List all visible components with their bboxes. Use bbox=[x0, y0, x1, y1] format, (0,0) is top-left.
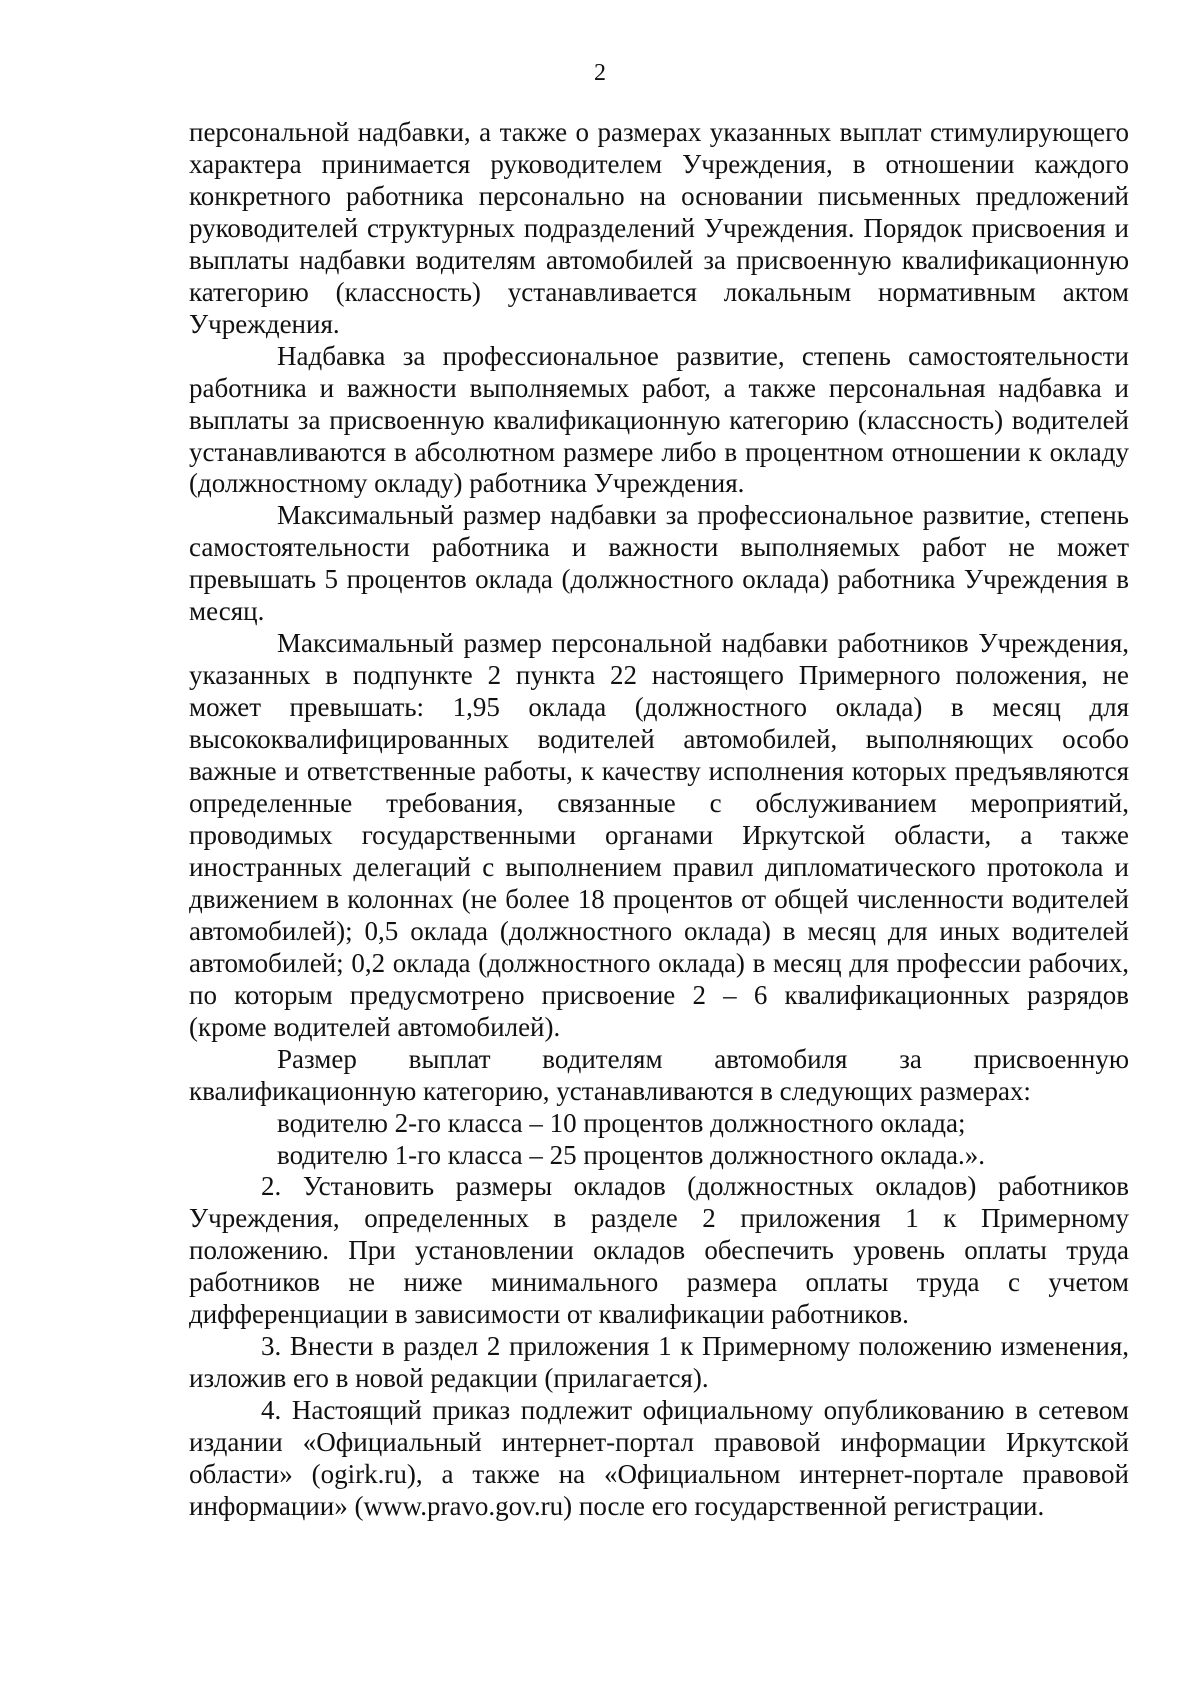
paragraph-bonus-amounts: Надбавка за профессиональное развитие, степень самостоятельности работника и важности выполняемых работ, а также персональная надбавка и выплаты за присвоенную квалификационную категорию (классность) водителей устанавливаются в абсолютном размере либо в процентном отношении к окладу (должностному окладу) работника Учреждения. bbox=[189, 340, 1129, 499]
paragraph-driver-class-payments: Размер выплат водителям автомобиля за присвоенную квалификационную категорию, устанавливаются в следующих размерах: bbox=[189, 1043, 1129, 1106]
document-body bbox=[189, 117, 1129, 1523]
paragraph-item-3: 3. Внести в раздел 2 приложения 1 к Примерному положению изменения, изложив его в новой редакции (прилагается). bbox=[189, 1331, 1129, 1394]
paragraph-personal-bonus-decision: персональной надбавки, а также о размерах указанных выплат стимулирующего характера принимается руководителем Учреждения, в отношении каждого конкретного работника персонально на основании письменных предложений руководителей структурных подразделений Учреждения. Порядок присвоения и выплаты надбавки водителям автомобилей за присвоенную квалификационную категорию (классность) устанавливается локальным нормативным актом Учреждения. bbox=[189, 117, 1129, 339]
paragraph-item-2: 2. Установить размеры окладов (должностных окладов) работников Учреждения, определенных в разделе 2 приложения 1 к Примерному положению. При установлении окладов обеспечить уровень оплаты труда работников не ниже минимального размера оплаты труда с учетом дифференциации в зависимости от квалификации работников. bbox=[189, 1171, 1129, 1330]
list-item-class-2: водителю 2-го класса – 10 процентов должностного оклада; bbox=[277, 1107, 966, 1138]
paragraph-max-development-bonus: Максимальный размер надбавки за профессиональное развитие, степень самостоятельности работника и важности выполняемых работ не может превышать 5 процентов оклада (должностного оклада) работника Учреждения в месяц. bbox=[189, 500, 1129, 627]
list-item-class-1: водителю 1-го класса – 25 процентов должностного оклада.». bbox=[277, 1139, 985, 1170]
page-number: 2 bbox=[594, 60, 606, 86]
paragraph-item-4: 4. Настоящий приказ подлежит официальному опубликованию в сетевом издании «Официальный интернет-портал правовой информации Иркутской области» (ogirk.ru), а также на «Официальном интернет-портале правовой информации» (www.pravo.gov.ru) после его государственной регистрации. bbox=[189, 1395, 1129, 1521]
paragraph-max-personal-bonus: Максимальный размер персональной надбавки работников Учреждения, указанных в подпункте 2 пункта 22 настоящего Примерного положения, не может превышать: 1,95 оклада (должностного оклада) в месяц для высококвалифицированных водителей автомобилей, выполняющих особо важные и ответственные работы, к качеству исполнения которых предъявляются определенные требования, связанные с обслуживанием мероприятий, проводимых государственными органами Иркутской области, а также иностранных делегаций с выполнением правил дипломатического протокола и движением в колоннах (не более 18 процентов от общей численности водителей автомобилей); 0,5 оклада (должностного оклада) в месяц для иных водителей автомобилей; 0,2 оклада (должностного оклада) в месяц для профессии рабочих, по которым предусмотрено присвоение 2 – 6 квалификационных разрядов (кроме водителей автомобилей). bbox=[189, 628, 1129, 1042]
